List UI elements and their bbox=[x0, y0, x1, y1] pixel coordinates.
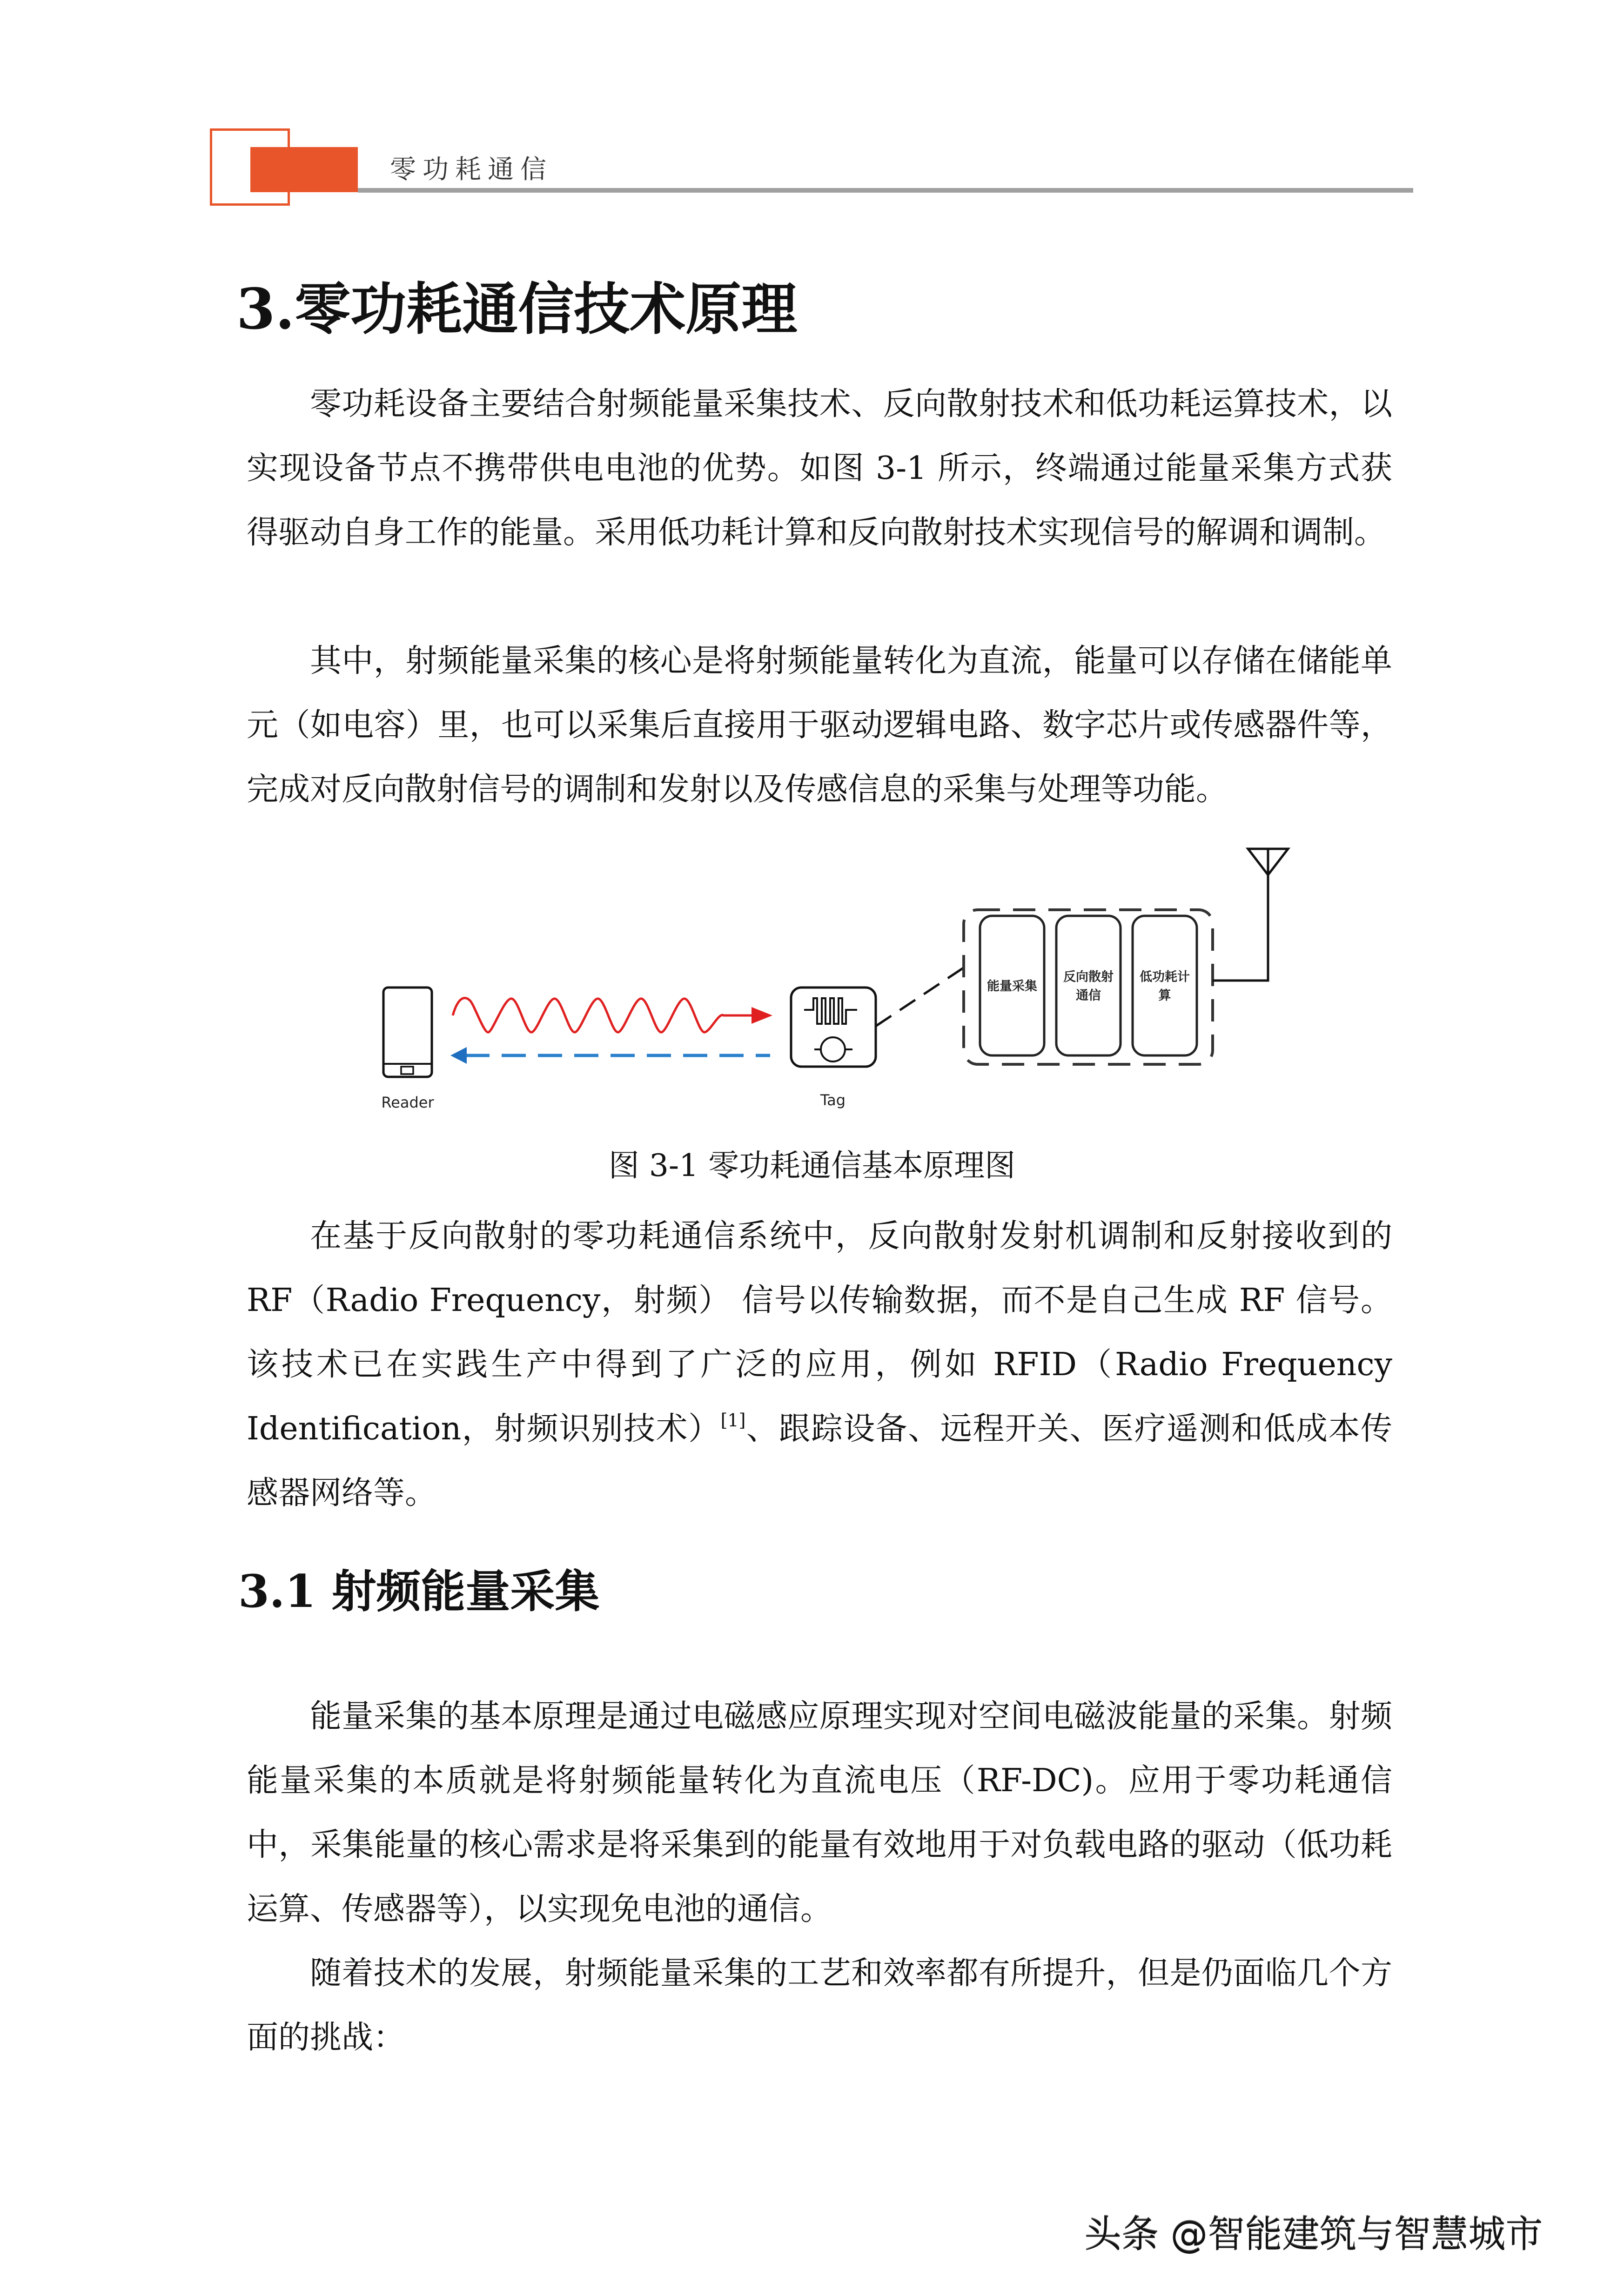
paragraph-backscatter-system bbox=[247, 1204, 1392, 1525]
svg-text:算: 算 bbox=[1158, 988, 1171, 1003]
module-energy-harvesting bbox=[980, 916, 1044, 1055]
tag-device-icon bbox=[791, 988, 876, 1067]
paragraph-backscatter-text: 在基于反向散射的零功耗通信系统中，反向散射发射机调制和反射接收到的RF（Radio Frequency，射频） 信号以传输数据，而不是自己生成 RF 信号。该技术已在实践生产中得到了广泛的应用，例如 RFID（Radio Frequency Identification，射频识别技术） bbox=[247, 1218, 1392, 1447]
paragraph-energy-core: 其中，射频能量采集的核心是将射频能量转化为直流，能量可以存储在储能单元（如电容）里，也可以采集后直接用于驱动逻辑电路、数字芯片或传感器件等，完成对反向散射信号的调制和发射以及传感信息的采集与处理等功能。 bbox=[247, 643, 1392, 808]
figure-zero-power-principle-diagram bbox=[363, 838, 1312, 1126]
antenna-icon bbox=[1213, 849, 1288, 981]
reader-device-icon bbox=[383, 988, 432, 1077]
svg-text:反向散射: 反向散射 bbox=[1063, 970, 1114, 984]
paragraph-harvest-principle: 能量采集的基本原理是通过电磁感应原理实现对空间电磁波能量的采集。射频能量采集的本质就是将射频能量转化为直流电压（RF-DC)。应用于零功耗通信中，采集能量的核心需求是将采集到的能量有效地用于对负载电路的驱动（低功耗运算、传感器等），以实现免电池的通信。 bbox=[247, 1698, 1392, 1928]
reader-label: Reader bbox=[381, 1094, 434, 1111]
svg-text:通信: 通信 bbox=[1076, 988, 1101, 1003]
header-accent-block bbox=[250, 147, 358, 192]
paragraph-backscatter-tail: 、跟踪设备、远程开关、医疗遥测和低成本传感器网络等。 bbox=[247, 1411, 1392, 1512]
tag-label: Tag bbox=[820, 1091, 846, 1109]
running-title: 零功耗通信 bbox=[390, 155, 553, 185]
module-low-power-computing bbox=[1133, 916, 1197, 1055]
section-title: 3.零功耗通信技术原理 bbox=[236, 276, 798, 342]
paragraph-intro: 零功耗设备主要结合射频能量采集技术、反向散射技术和低功耗运算技术，以实现设备节点不携带供电电池的优势。如图 3-1 所示，终端通过能量采集方式获得驱动自身工作的能量。采用低功耗计算和反向散射技术实现信号的解调和调制。 bbox=[247, 386, 1392, 551]
svg-text:能量采集: 能量采集 bbox=[987, 979, 1037, 994]
figure-caption: 图 3-1 零功耗通信基本原理图 bbox=[608, 1148, 1016, 1183]
subsection-title: 3.1 射频能量采集 bbox=[238, 1565, 600, 1618]
module-backscatter-communication bbox=[1056, 916, 1121, 1055]
paragraph-challenges: 随着技术的发展，射频能量采集的工艺和效率都有所提升，但是仍面临几个方面的挑战： bbox=[247, 1955, 1392, 2056]
forward-rf-wave-icon bbox=[453, 998, 772, 1033]
citation-ref-1[interactable]: [1] bbox=[720, 1410, 746, 1431]
header-rule bbox=[358, 188, 1413, 193]
source-watermark: 头条 @智能建筑与智慧城市 bbox=[1084, 2213, 1543, 2256]
tag-to-module-connector bbox=[876, 968, 963, 1026]
backscatter-signal-arrow-icon bbox=[450, 1047, 770, 1064]
svg-text:低功耗计: 低功耗计 bbox=[1140, 970, 1190, 984]
